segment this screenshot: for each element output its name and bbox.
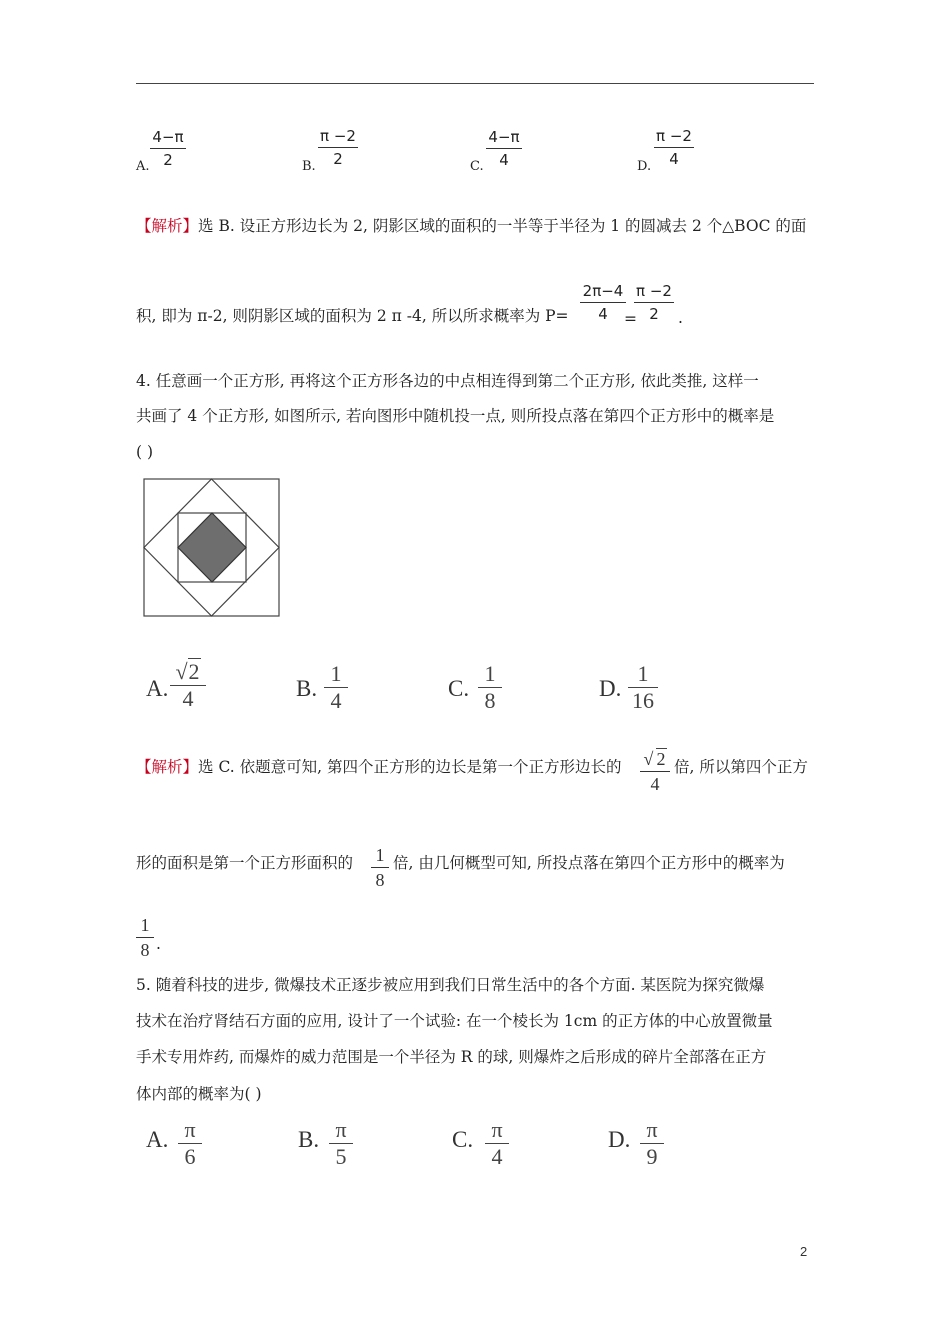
q3-option-b-label: B.	[302, 159, 316, 174]
q4-analysis-fraction-2: 1 8	[371, 845, 389, 890]
q4-option-a-fraction: √ 2 4	[170, 660, 206, 711]
q4-option-c-fraction: 1 8	[478, 662, 502, 713]
q3-analysis-line1: 【解析】选 B. 设正方形边长为 2, 阴影区域的面积的一半等于半径为 1 的圆减去 2 个△BOC 的面	[136, 217, 807, 235]
q4-analysis-line1a: 【解析】选 C. 依题意可知, 第四个正方形的边长是第一个正方形边长的	[136, 758, 622, 776]
q4-text-line2: 共画了 4 个正方形, 如图所示, 若向图形中随机投一点, 则所投点落在第四个正方形中的概率是	[136, 407, 775, 425]
q4-text-line3: ( )	[136, 443, 154, 461]
q4-analysis-fraction-3: 1 8	[136, 915, 154, 960]
q4-option-d-fraction: 1 16	[628, 662, 658, 713]
q5-text-line1: 5. 随着科技的进步, 微爆技术正逐步被应用到我们日常生活中的各个方面. 某医院为探究微爆	[136, 976, 765, 994]
q4-option-b-fraction: 1 4	[324, 662, 348, 713]
analysis-tag: 【解析】	[136, 217, 199, 235]
q3-option-c-fraction: 4−π 4	[486, 128, 522, 169]
q3-analysis-equals: =	[624, 310, 637, 328]
q4-analysis-line1b: 倍, 所以第四个正方	[674, 758, 808, 776]
q3-option-a-label: A.	[136, 159, 150, 174]
q5-option-a-label: A.	[146, 1127, 169, 1152]
q4-analysis-fraction-1: √ 2 4	[640, 749, 670, 794]
q3-analysis-line2: 积, 即为 π-2, 则阴影区域的面积为 2 π -4, 所以所求概率为 P=	[136, 307, 569, 325]
q4-analysis-line2b: 倍, 由几何概型可知, 所投点落在第四个正方形中的概率为	[393, 854, 785, 872]
nested-squares-figure	[143, 478, 280, 617]
q4-analysis-line2a: 形的面积是第一个正方形面积的	[136, 854, 354, 872]
q4-option-a-label: A.	[146, 676, 169, 701]
page-number: 2	[800, 1244, 808, 1259]
q3-analysis-period: .	[678, 309, 683, 327]
q4-option-b-label: B.	[296, 676, 318, 701]
q5-option-c-label: C.	[452, 1127, 474, 1152]
q5-option-c-fraction: π 4	[485, 1118, 509, 1169]
q5-option-d-fraction: π 9	[640, 1118, 664, 1169]
q3-option-c-label: C.	[470, 159, 484, 174]
q5-text-line4: 体内部的概率为( )	[136, 1085, 262, 1103]
q4-text-line1: 4. 任意画一个正方形, 再将这个正方形各边的中点相连得到第二个正方形, 依此类推, 这样一	[136, 372, 759, 390]
q5-option-d-label: D.	[608, 1127, 631, 1152]
q5-option-b-fraction: π 5	[329, 1118, 353, 1169]
q4-option-c-label: C.	[448, 676, 470, 701]
q3-analysis-fraction-2: π −2 2	[634, 282, 674, 323]
q5-text-line2: 技术在治疗肾结石方面的应用, 设计了一个试验: 在一个棱长为 1cm 的正方体的中心放置微量	[136, 1012, 773, 1030]
analysis-tag: 【解析】	[136, 758, 199, 776]
square-4-shaded	[178, 513, 246, 582]
q3-analysis-fraction-1: 2π−4 4	[580, 282, 626, 323]
q5-option-b-label: B.	[298, 1127, 320, 1152]
q3-option-a-fraction: 4−π 2	[150, 128, 186, 169]
q3-option-d-fraction: π −2 4	[654, 127, 694, 168]
q5-option-a-fraction: π 6	[178, 1118, 202, 1169]
q3-option-b-fraction: π −2 2	[318, 127, 358, 168]
q5-text-line3: 手术专用炸药, 而爆炸的威力范围是一个半径为 R 的球, 则爆炸之后形成的碎片全部落在正方	[136, 1048, 767, 1066]
header-rule	[136, 83, 814, 84]
q3-option-d-label: D.	[637, 159, 652, 174]
q4-analysis-period: .	[156, 935, 161, 953]
q4-option-d-label: D.	[599, 676, 622, 701]
